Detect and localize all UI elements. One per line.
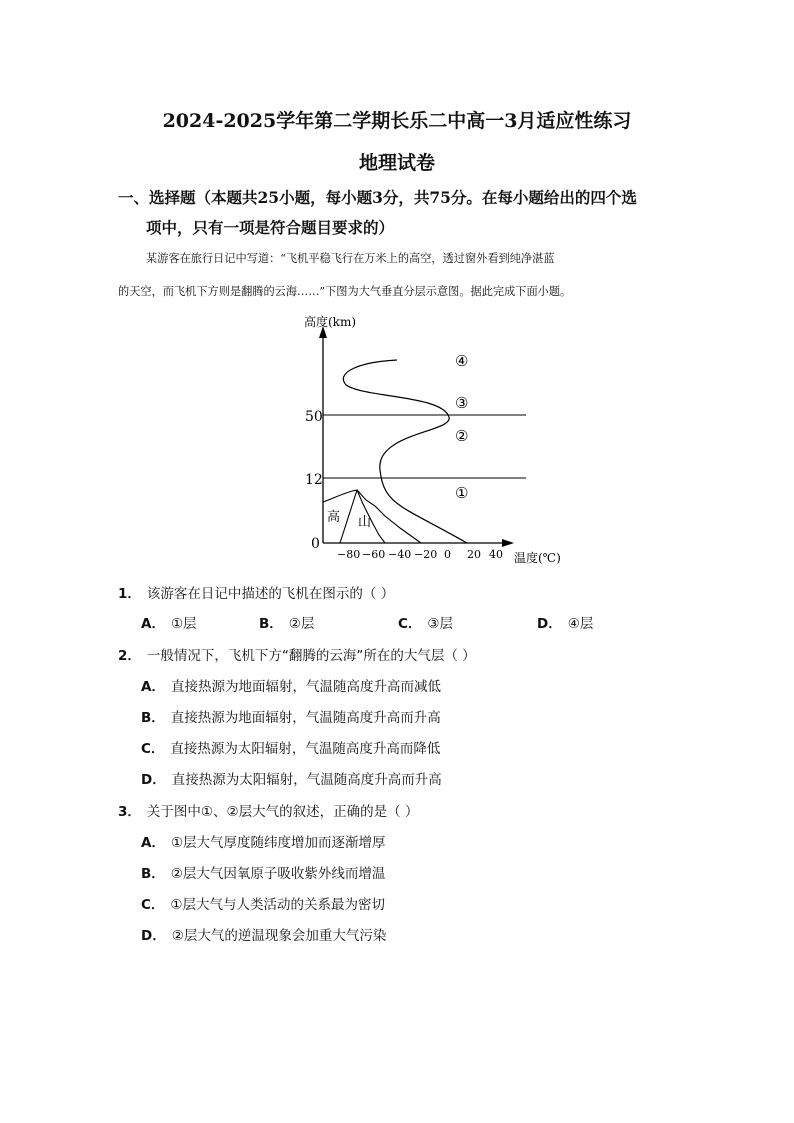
x-tick-20: 20	[467, 548, 481, 561]
question-3-text: 关于图中①、②层大气的叙述，正确的是（ ）	[146, 804, 419, 820]
q2-option-b[interactable]	[141, 706, 441, 726]
layer-label-3: ③	[455, 394, 469, 412]
question-2	[118, 644, 476, 664]
x-tick-40: 40	[489, 548, 503, 561]
q2-option-a[interactable]	[141, 675, 441, 695]
question-2-number: 2．	[118, 648, 141, 664]
x-axis-arrow	[502, 539, 514, 547]
question-2-text: 一般情况下，飞机下方“翻腾的云海”所在的大气层（ ）	[146, 648, 476, 664]
question-1-number: 1．	[118, 586, 141, 602]
q3-option-b[interactable]	[141, 862, 385, 882]
question-1-text: 该游客在日记中描述的飞机在图示的（ ）	[146, 586, 395, 602]
q1-option-a-text: ①层	[170, 616, 197, 632]
question-3	[118, 800, 418, 820]
intro-line1: 某游客在旅行日记中写道：“飞机平稳飞行在万米上的高空，透过窗外看到纯净湛蓝	[146, 252, 555, 265]
exam-subtitle: 地理试卷	[358, 152, 435, 174]
intro-line2: 的天空，而飞机下方则是翻腾的云海……”下图为大气垂直分层示意图。据此完成下面小题。	[118, 285, 572, 298]
q2-option-c-text: 直接热源为太阳辐射，气温随高度升高而降低	[170, 741, 441, 757]
q3-option-d[interactable]	[141, 924, 386, 944]
layer-label-1: ①	[455, 484, 469, 502]
question-1	[118, 582, 394, 602]
q1-option-b[interactable]	[259, 612, 314, 632]
q1-option-b-text: ②层	[288, 616, 315, 632]
q3-option-c[interactable]	[141, 893, 385, 913]
x-tick-0: 0	[444, 548, 451, 561]
q2-option-d-text: 直接热源为太阳辐射，气温随高度升高而升高	[171, 772, 442, 788]
section-heading-line1: 一、选择题（本题共25小题，每小题3分，共75分。在每小题给出的四个选	[118, 188, 637, 207]
q3-option-a[interactable]	[141, 831, 386, 851]
mountain-label-shan: 山	[358, 515, 372, 530]
q2-option-b-text: 直接热源为地面辐射，气温随高度升高而升高	[170, 710, 441, 726]
q1-option-c-text: ③层	[427, 616, 454, 632]
q2-option-b-label: B．	[141, 710, 165, 726]
q2-option-a-text: 直接热源为地面辐射，气温随高度升高而减低	[170, 679, 441, 695]
q1-option-b-label: B．	[259, 616, 283, 632]
q3-option-a-text: ①层大气厚度随纬度增加而逐渐增厚	[170, 835, 386, 851]
q3-option-c-text: ①层大气与人类活动的关系最为密切	[170, 897, 386, 913]
x-tick-neg60: −60	[362, 548, 386, 561]
q1-option-d-label: D．	[537, 616, 562, 632]
x-axis-label: 温度(℃)	[514, 551, 561, 565]
layer-label-2: ②	[455, 427, 469, 445]
y-tick-12: 12	[305, 472, 323, 488]
q1-option-d-text: ④层	[567, 616, 594, 632]
q2-option-d-label: D．	[141, 772, 166, 788]
q3-option-c-label: C．	[141, 897, 165, 913]
x-tick-neg40: −40	[388, 548, 412, 561]
x-tick-neg80: −80	[337, 548, 361, 561]
x-tick-neg20: −20	[414, 548, 438, 561]
exam-title: 2024-2025学年第二学期长乐二中高一3月适应性练习	[162, 110, 632, 132]
q2-option-c-label: C．	[141, 741, 165, 757]
q1-option-c-label: C．	[398, 616, 422, 632]
layer-label-4: ④	[455, 352, 469, 370]
q1-option-c[interactable]	[398, 612, 453, 632]
y-tick-50: 50	[305, 409, 323, 425]
q1-option-a[interactable]	[141, 612, 197, 632]
q2-option-c[interactable]	[141, 737, 440, 757]
question-3-number: 3．	[118, 804, 141, 820]
q3-option-d-label: D．	[141, 928, 166, 944]
y-axis-label: 高度(km)	[304, 315, 357, 329]
q2-option-a-label: A．	[141, 679, 165, 695]
mountain-label-gao: 高	[327, 510, 341, 525]
q1-option-d[interactable]	[537, 612, 593, 632]
q3-option-d-text: ②层大气的逆温现象会加重大气污染	[171, 928, 387, 944]
q1-option-a-label: A．	[141, 616, 165, 632]
section-heading-line2: 项中，只有一项是符合题目要求的）	[146, 218, 395, 237]
y-tick-0: 0	[311, 536, 320, 552]
q3-option-b-text: ②层大气因氧原子吸收紫外线而增温	[170, 866, 386, 882]
q3-option-b-label: B．	[141, 866, 165, 882]
q2-option-d[interactable]	[141, 768, 442, 788]
q3-option-a-label: A．	[141, 835, 165, 851]
